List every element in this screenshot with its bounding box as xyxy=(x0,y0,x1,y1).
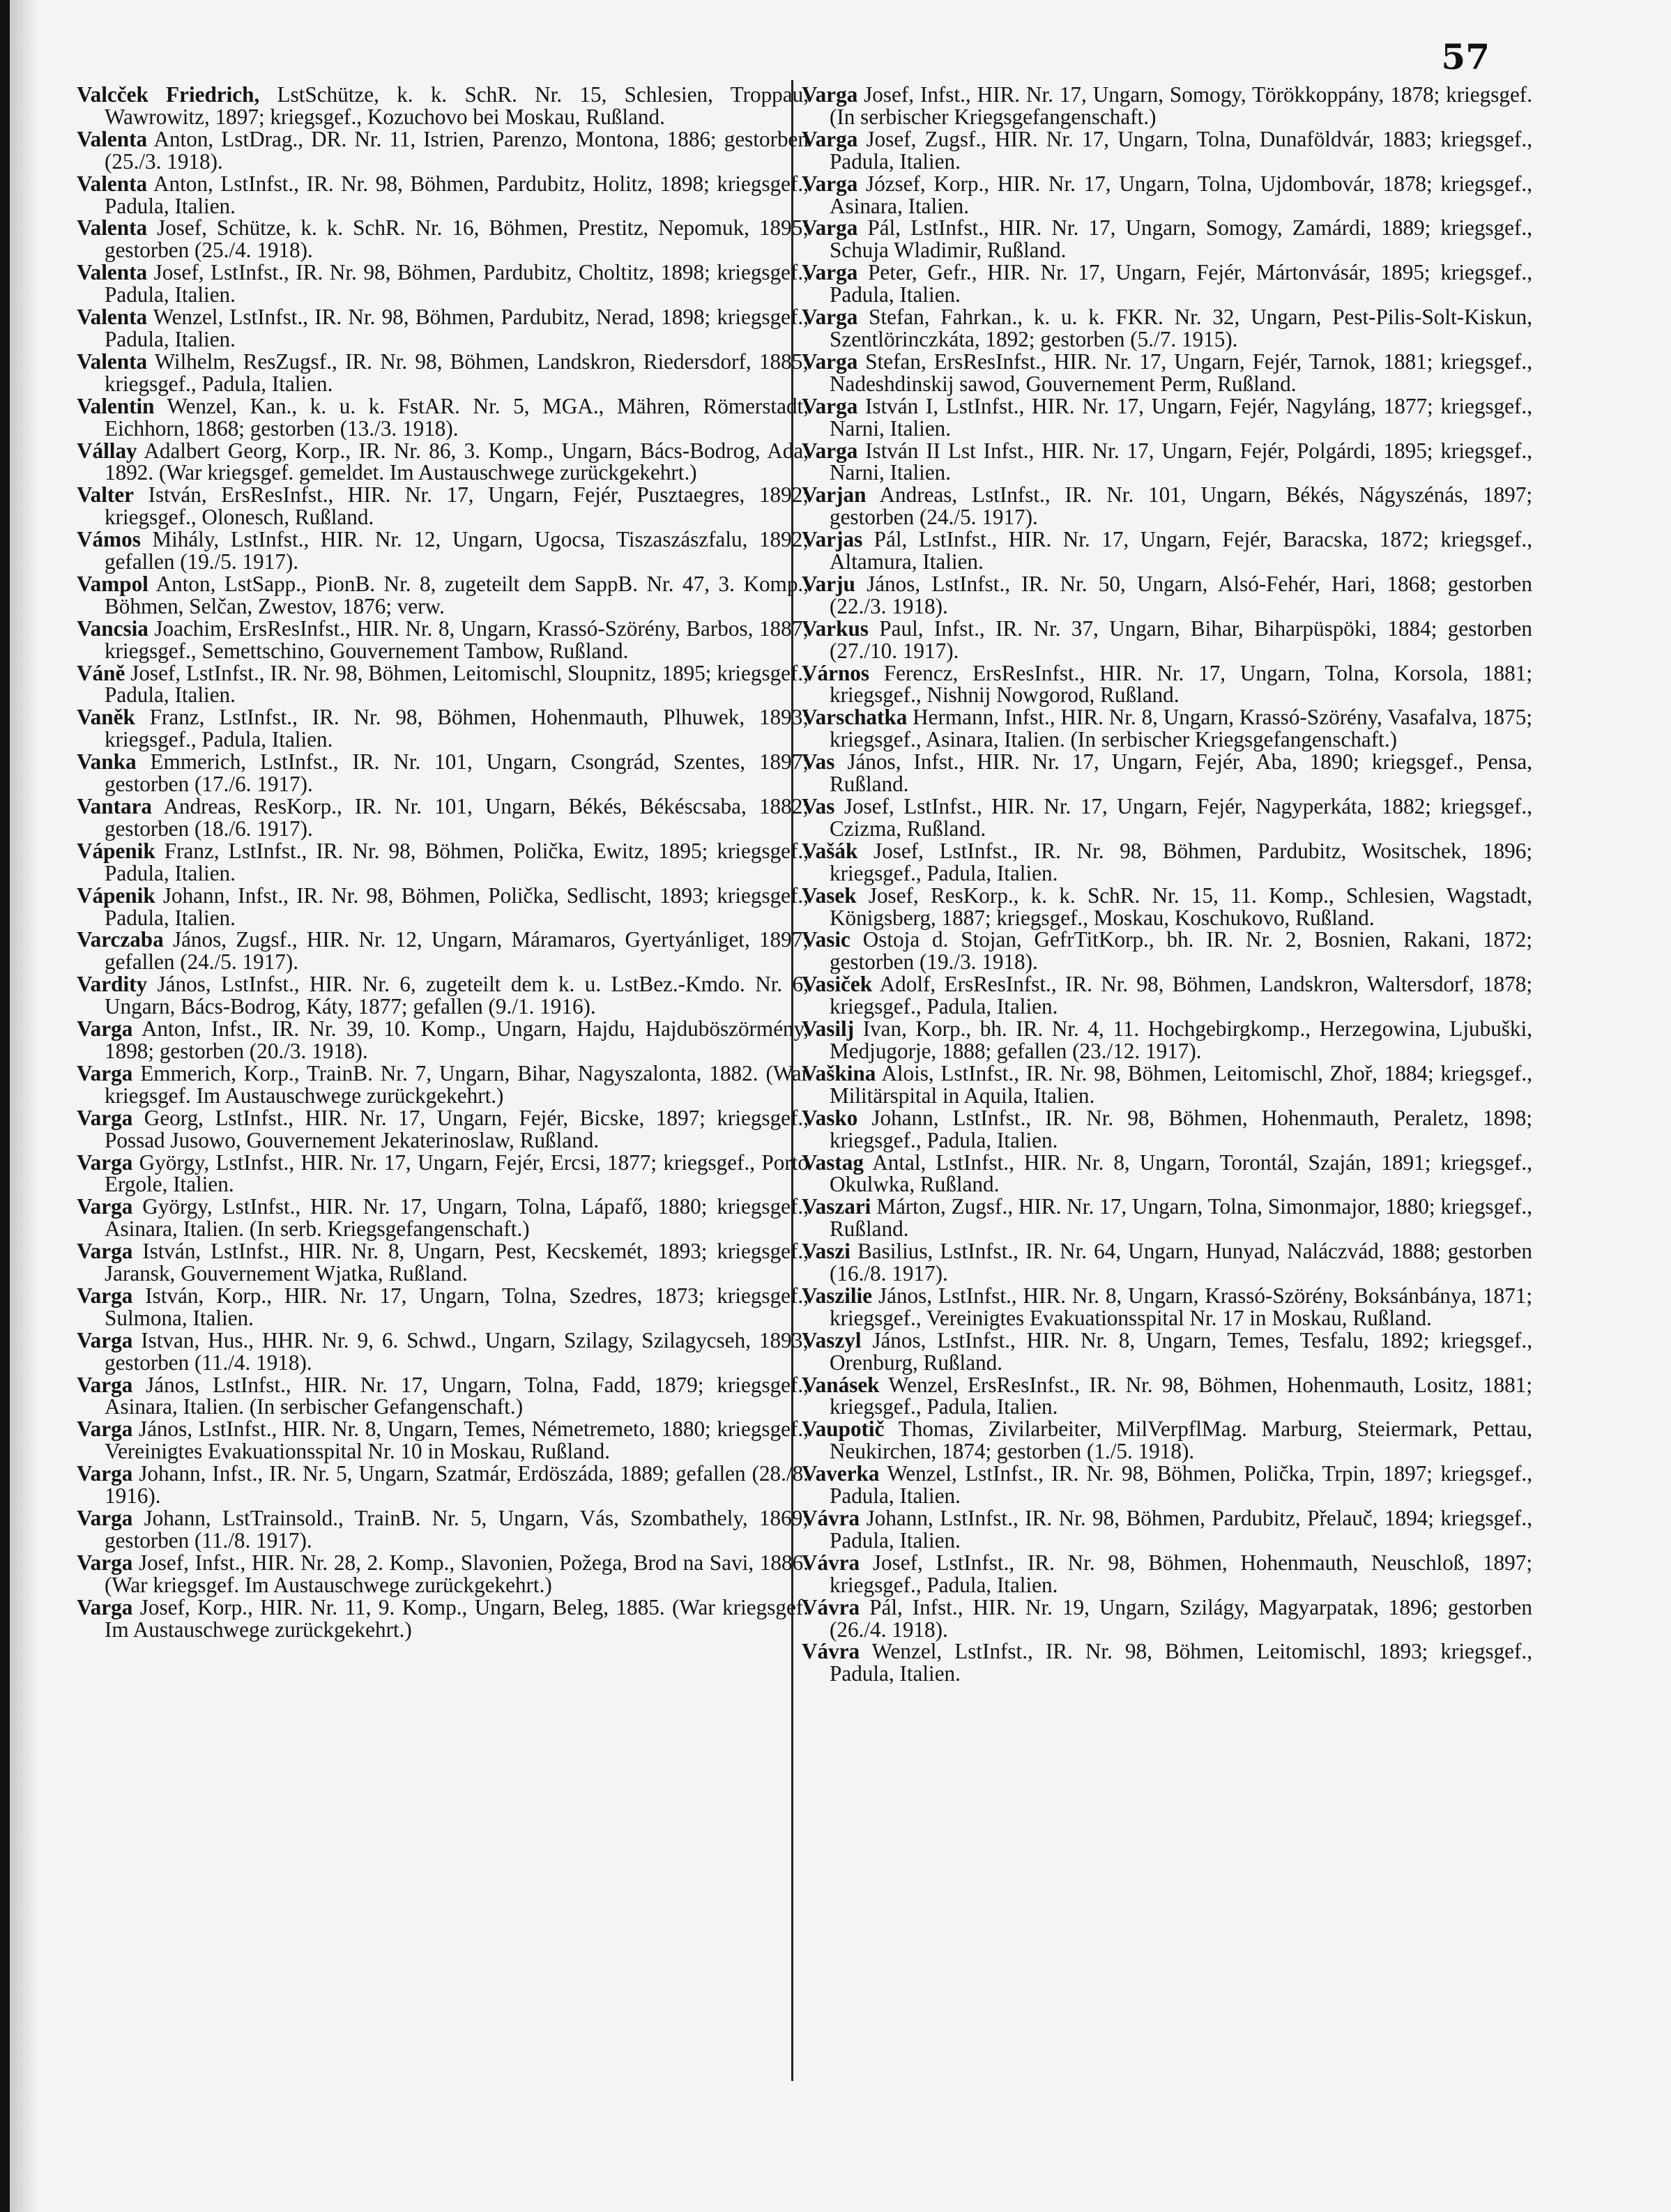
entry-surname: Varga xyxy=(77,1239,133,1264)
list-entry xyxy=(77,440,809,485)
entry-details: Franz, LstInfst., IR. Nr. 98, Böhmen, Polička, Ewitz, 1895; kriegsgef., Padula, Italien. xyxy=(105,838,809,885)
list-entry xyxy=(802,1062,1532,1107)
list-entry xyxy=(77,1463,809,1507)
list-entry xyxy=(802,306,1532,351)
entry-surname: Vantara xyxy=(77,794,153,818)
entry-surname: Vardity xyxy=(77,972,148,997)
entry-surname: Valenta xyxy=(77,215,148,241)
list-entry xyxy=(802,1507,1532,1552)
entry-details: Hermann, Infst., HIR. Nr. 8, Ungarn, Krassó-Szörény, Vasafalva, 1875; kriegsgef., Asinara, Italien. (In serbischer Kriegsgefangenschaft.) xyxy=(830,705,1532,752)
entry-surname: Vávra xyxy=(802,1639,860,1664)
page-number: 57 xyxy=(1441,36,1490,77)
entry-surname: Vas xyxy=(802,794,835,818)
list-entry xyxy=(802,1196,1532,1240)
entry-details: Stefan, ErsResInfst., HIR. Nr. 17, Ungarn, Fejér, Tarnok, 1881; kriegsgef., Nadeshdinskij sawod, Gouvernement Perm, Rußland. xyxy=(830,349,1532,396)
scan-shadow xyxy=(10,0,38,2212)
entry-details: Ferencz, ErsResInfst., HIR. Nr. 17, Ungarn, Tolna, Korsola, 1881; kriegsgef., Nishnij Nowgorod, Rußland. xyxy=(830,660,1532,708)
entry-details: István, ErsResInfst., HIR. Nr. 17, Ungarn, Fejér, Pusztaegres, 1892; kriegsgef., Olonesch, Rußland. xyxy=(105,482,809,530)
list-entry xyxy=(77,217,809,261)
entry-surname: Varga xyxy=(77,1060,133,1085)
entry-details: Ostoja d. Stojan, GefrTitKorp., bh. IR. Nr. 2, Bosnien, Rakani, 1872; gestorben (19./3. 1918). xyxy=(830,927,1532,975)
entry-surname: Valentin xyxy=(77,393,155,418)
list-entry xyxy=(802,128,1532,173)
list-entry xyxy=(802,929,1532,973)
entry-surname: Varga xyxy=(802,393,858,418)
list-entry xyxy=(802,795,1532,840)
list-entry xyxy=(77,662,809,707)
entry-details: János, LstInfst., HIR. Nr. 6, zugeteilt dem k. u. LstBez.-Kmdo. Nr. 6, Ungarn, Bács-Bodrog, Káty, 1877; gefallen (9./1. 1916). xyxy=(105,972,809,1019)
entry-surname: Vašák xyxy=(802,838,858,863)
entry-details: Josef, LstInfst., IR. Nr. 98, Böhmen, Pardubitz, Choltitz, 1898; kriegsgef., Padula, Italien. xyxy=(105,260,809,307)
list-entry xyxy=(802,528,1532,573)
entry-surname: Vávra xyxy=(802,1594,860,1619)
list-entry xyxy=(77,751,809,795)
entry-details: Josef, LstInfst., HIR. Nr. 17, Ungarn, Fejér, Nagyperkáta, 1882; kriegsgef., Czizma, Rußland. xyxy=(830,794,1532,841)
list-entry xyxy=(77,1374,809,1419)
entry-details: Josef, LstInfst., IR. Nr. 98, Böhmen, Hohenmauth, Neuschloß, 1897; kriegsgef., Padula, Italien. xyxy=(830,1550,1532,1597)
list-entry xyxy=(77,840,809,885)
list-entry xyxy=(802,1552,1532,1596)
entry-surname: Varga xyxy=(77,1506,133,1530)
entry-details: LstSchütze, k. k. SchR. Nr. 15, Schlesien, Troppau, Wawrowitz, 1897; kriegsgef., Kozuchovo bei Moskau, Rußland. xyxy=(105,82,809,129)
entry-details: Alois, LstInfst., IR. Nr. 98, Böhmen, Leitomischl, Zhoř, 1884; kriegsgef., Militärspital in Aquila, Italien. xyxy=(830,1060,1532,1108)
list-entry xyxy=(77,1196,809,1240)
list-entry xyxy=(802,173,1532,218)
entry-details: Johann, LstTrainsold., TrainB. Nr. 5, Ungarn, Vás, Szombathely, 1869; gestorben (11./8. 1917). xyxy=(105,1506,809,1553)
entry-surname: Vasilj xyxy=(802,1016,855,1042)
list-entry xyxy=(77,84,809,128)
entry-surname: Varga xyxy=(802,438,858,463)
entry-surname: Varschatka xyxy=(802,705,908,730)
entry-surname: Varga xyxy=(77,1327,133,1352)
entry-details: György, LstInfst., HIR. Nr. 17, Ungarn, Tolna, Lápafő, 1880; kriegsgef., Asinara, Italien. (In serb. Kriegsgefangenschaft.) xyxy=(105,1194,809,1242)
list-entry xyxy=(802,484,1532,528)
entry-details: Josef, LstInfst., IR. Nr. 98, Böhmen, Leitomischl, Sloupnitz, 1895; kriegsgef., Padula, Italien. xyxy=(105,660,809,708)
entry-details: Anton, LstDrag., DR. Nr. 11, Istrien, Parenzo, Montona, 1886; gestorben (25./3. 1918). xyxy=(105,126,809,174)
entry-details: János, LstInfst., HIR. Nr. 17, Ungarn, Tolna, Fadd, 1879; kriegsgef., Asinara, Italien. (In serbischer Gefangenschaft.) xyxy=(105,1372,809,1419)
entry-surname: Vaverka xyxy=(802,1461,880,1486)
list-entry xyxy=(77,173,809,218)
entry-details: István, LstInfst., HIR. Nr. 8, Ungarn, Pest, Kecskemét, 1893; kriegsgef., Jaransk, Gouvernement Wjatka, Rußland. xyxy=(105,1239,809,1286)
entry-surname: Vaněk xyxy=(77,705,135,730)
entry-details: Peter, Gefr., HIR. Nr. 17, Ungarn, Fejér, Mártonvásár, 1895; kriegsgef., Padula, Italien. xyxy=(830,260,1532,307)
entry-surname: Vaszi xyxy=(802,1239,850,1264)
entry-details: Johann, LstInfst., IR. Nr. 98, Böhmen, Pardubitz, Přelauč, 1894; kriegsgef., Padula, Italien. xyxy=(830,1506,1532,1553)
entry-details: Josef, Zugsf., HIR. Nr. 17, Ungarn, Tolna, Dunaföldvár, 1883; kriegsgef., Padula, Italien. xyxy=(830,126,1532,174)
entry-surname: Vasko xyxy=(802,1105,858,1130)
entry-surname: Varga xyxy=(77,1105,133,1130)
list-entry xyxy=(802,261,1532,306)
entry-surname: Varga xyxy=(802,305,858,330)
entry-details: Wenzel, LstInfst., IR. Nr. 98, Böhmen, Pardubitz, Nerad, 1898; kriegsgef., Padula, Italien. xyxy=(105,305,809,351)
entry-surname: Vasic xyxy=(802,927,850,952)
left-column xyxy=(77,84,809,1640)
entry-surname: Varga xyxy=(77,1194,133,1219)
entry-surname: Vampol xyxy=(77,571,148,596)
entry-surname: Varga xyxy=(802,82,858,107)
entry-surname: Vaškina xyxy=(802,1060,876,1085)
entry-details: János, LstInfst., IR. Nr. 50, Ungarn, Alsó-Fehér, Hari, 1868; gestorben (22./3. 1918). xyxy=(830,571,1532,618)
list-entry xyxy=(802,1152,1532,1196)
entry-details: Josef, Infst., HIR. Nr. 28, 2. Komp., Slavonien, Požega, Brod na Savi, 1886. (War kriegsgef. Im Austauschwege zurückgekehrt.) xyxy=(105,1550,809,1597)
entry-surname: Varga xyxy=(77,1016,133,1042)
entry-surname: Varga xyxy=(802,215,858,241)
list-entry xyxy=(802,440,1532,485)
entry-surname: Vaszilie xyxy=(802,1283,873,1308)
list-entry xyxy=(802,1329,1532,1374)
entry-surname: Vasiček xyxy=(802,972,873,997)
list-entry xyxy=(802,662,1532,707)
entry-details: Paul, Infst., IR. Nr. 37, Ungarn, Bihar, Biharpüspöki, 1884; gestorben (27./10. 1917). xyxy=(830,616,1532,663)
entry-details: Josef, ResKorp., k. k. SchR. Nr. 15, 11. Komp., Schlesien, Wagstadt, Königsberg, 1887; kriegsgef., Moskau, Koschukovo, Rußland. xyxy=(830,883,1532,930)
entry-details: Josef, Korp., HIR. Nr. 11, 9. Komp., Ungarn, Beleg, 1885. (War kriegsgef. Im Austauschwege zurückgekehrt.) xyxy=(105,1594,809,1642)
entry-surname: Varga xyxy=(77,1594,133,1619)
list-entry xyxy=(802,1018,1532,1062)
entry-details: Thomas, Zivilarbeiter, MilVerpflMag. Marburg, Steiermark, Pettau, Neukirchen, 1874; gestorben (1./5. 1918). xyxy=(830,1417,1532,1464)
entry-surname: Vaszari xyxy=(802,1194,871,1219)
list-entry xyxy=(802,1418,1532,1463)
entry-surname: Vancsia xyxy=(77,616,148,641)
entry-details: János, Infst., HIR. Nr. 17, Ungarn, Fejér, Aba, 1890; kriegsgef., Pensa, Rußland. xyxy=(830,749,1532,797)
entry-surname: Vávra xyxy=(802,1506,860,1530)
list-entry xyxy=(802,1463,1532,1507)
entry-details: György, LstInfst., HIR. Nr. 17, Ungarn, Fejér, Ercsi, 1877; kriegsgef., Porto Ergole, Italien. xyxy=(105,1150,809,1197)
entry-details: Franz, LstInfst., IR. Nr. 98, Böhmen, Hohenmauth, Plhuwek, 1893; kriegsgef., Padula, Italien. xyxy=(105,705,809,752)
entry-details: János, LstInfst., HIR. Nr. 8, Ungarn, Temes, Tesfalu, 1892; kriegsgef., Orenburg, Rußland. xyxy=(830,1327,1532,1375)
entry-surname: Varga xyxy=(802,126,858,151)
entry-details: István II Lst Infst., HIR. Nr. 17, Ungarn, Fejér, Polgárdi, 1895; kriegsgef., Narni, Italien. xyxy=(830,438,1532,485)
list-entry xyxy=(802,706,1532,751)
list-entry xyxy=(77,706,809,751)
entry-surname: Vápenik xyxy=(77,838,155,863)
entry-surname: Valcček Friedrich, xyxy=(77,82,260,107)
list-entry xyxy=(77,1418,809,1463)
list-entry xyxy=(802,751,1532,795)
entry-surname: Vávra xyxy=(802,1550,860,1575)
scan-edge xyxy=(0,0,10,2212)
entry-surname: Varjas xyxy=(802,527,863,552)
list-entry xyxy=(77,1507,809,1552)
list-entry xyxy=(77,795,809,840)
entry-surname: Vas xyxy=(802,749,835,775)
entry-surname: Varga xyxy=(77,1417,133,1442)
entry-details: Wilhelm, ResZugsf., IR. Nr. 98, Böhmen, Landskron, Riedersdorf, 1885; kriegsgef., Padula, Italien. xyxy=(105,349,809,396)
list-entry xyxy=(802,618,1532,662)
entry-details: Wenzel, LstInfst., IR. Nr. 98, Böhmen, Leitomischl, 1893; kriegsgef., Padula, Italien. xyxy=(830,1639,1532,1686)
list-entry xyxy=(77,306,809,351)
list-entry xyxy=(77,1107,809,1152)
list-entry xyxy=(77,618,809,662)
entry-surname: Varga xyxy=(802,171,858,196)
entry-details: Pál, LstInfst., HIR. Nr. 17, Ungarn, Fejér, Baracska, 1872; kriegsgef., Altamura, Italien. xyxy=(830,527,1532,574)
list-entry xyxy=(77,1596,809,1641)
entry-surname: Valenta xyxy=(77,305,148,330)
entry-details: Anton, LstInfst., IR. Nr. 98, Böhmen, Pardubitz, Holitz, 1898; kriegsgef., Padula, Italien. xyxy=(105,171,809,218)
entry-details: Johann, LstInfst., IR. Nr. 98, Böhmen, Hohenmauth, Peraletz, 1898; kriegsgef., Padula, Italien. xyxy=(830,1105,1532,1152)
list-entry xyxy=(802,1285,1532,1329)
entry-details: János, Zugsf., HIR. Nr. 12, Ungarn, Máramaros, Gyertyánliget, 1897; gefallen (24./5. 1917). xyxy=(105,927,809,975)
list-entry xyxy=(77,573,809,618)
entry-details: Pál, LstInfst., HIR. Nr. 17, Ungarn, Somogy, Zamárdi, 1889; kriegsgef., Schuja Wladimir, Rußland. xyxy=(830,215,1532,263)
entry-surname: Varga xyxy=(77,1461,133,1486)
entry-details: István I, LstInfst., HIR. Nr. 17, Ungarn, Fejér, Nagyláng, 1877; kriegsgef., Narni, Italien. xyxy=(830,393,1532,441)
entry-details: József, Korp., HIR. Nr. 17, Ungarn, Tolna, Ujdombovár, 1878; kriegsgef., Asinara, Italien. xyxy=(830,171,1532,218)
entry-surname: Valenta xyxy=(77,349,148,374)
list-entry xyxy=(77,973,809,1018)
entry-surname: Varga xyxy=(77,1150,133,1175)
list-entry xyxy=(77,128,809,173)
entry-details: Georg, LstInfst., HIR. Nr. 17, Ungarn, Fejér, Bicske, 1897; kriegsgef., Possad Jusowo, Gouvernement Jekaterinoslaw, Rußland. xyxy=(105,1105,809,1152)
list-entry xyxy=(77,885,809,929)
entry-surname: Vasek xyxy=(802,883,857,908)
list-entry xyxy=(802,1374,1532,1419)
entry-details: Josef, Infst., HIR. Nr. 17, Ungarn, Somogy, Törökkoppány, 1878; kriegsgef. (In serbischer Kriegsgefangenschaft.) xyxy=(830,82,1532,129)
list-entry xyxy=(802,1107,1532,1152)
entry-details: Emmerich, LstInfst., IR. Nr. 101, Ungarn, Csongrád, Szentes, 1897; gestorben (17./6. 1917). xyxy=(105,749,809,797)
list-entry xyxy=(77,351,809,395)
entry-surname: Varga xyxy=(77,1283,133,1308)
list-entry xyxy=(77,929,809,973)
list-entry xyxy=(802,84,1532,128)
entry-details: Josef, LstInfst., IR. Nr. 98, Böhmen, Pardubitz, Wositschek, 1896; kriegsgef., Padula, Italien. xyxy=(830,838,1532,885)
list-entry xyxy=(77,1018,809,1062)
entry-surname: Vaszyl xyxy=(802,1327,862,1352)
entry-surname: Valenta xyxy=(77,260,148,285)
list-entry xyxy=(802,395,1532,440)
list-entry xyxy=(77,528,809,573)
entry-details: István, Korp., HIR. Nr. 17, Ungarn, Tolna, Szedres, 1873; kriegsgef., Sulmona, Italien. xyxy=(105,1283,809,1330)
entry-surname: Varkus xyxy=(802,616,869,641)
entry-details: Mihály, LstInfst., HIR. Nr. 12, Ungarn, Ugocsa, Tiszaszászfalu, 1892; gefallen (19./5. 1917). xyxy=(105,527,809,574)
entry-details: Stefan, Fahrkan., k. u. k. FKR. Nr. 32, Ungarn, Pest-Pilis-Solt-Kiskun, Szentlörinczkáta, 1892; gestorben (5./7. 1915). xyxy=(830,305,1532,351)
entry-details: János, LstInfst., HIR. Nr. 8, Ungarn, Temes, Németremeto, 1880; kriegsgef., Vereinigtes Evakuationsspital Nr. 10 in Moskau, Rußland. xyxy=(105,1417,809,1464)
entry-surname: Valenta xyxy=(77,171,148,196)
entry-surname: Vápenik xyxy=(77,883,155,908)
entry-surname: Varczaba xyxy=(77,927,164,952)
list-entry xyxy=(802,573,1532,618)
entry-details: Anton, LstSapp., PionB. Nr. 8, zugeteilt dem SappB. Nr. 47, 3. Komp., Böhmen, Selčan, Zwestov, 1876; verw. xyxy=(105,571,809,618)
right-column xyxy=(802,84,1532,1685)
entry-surname: Valter xyxy=(77,482,134,508)
entry-details: Wenzel, LstInfst., IR. Nr. 98, Böhmen, Polička, Trpin, 1897; kriegsgef., Padula, Italien. xyxy=(830,1461,1532,1509)
entry-surname: Varga xyxy=(802,349,858,374)
entry-details: Andreas, LstInfst., IR. Nr. 101, Ungarn, Békés, Nágyszénás, 1897; gestorben (24./5. 1917). xyxy=(830,482,1532,530)
list-entry xyxy=(77,1285,809,1329)
entry-surname: Vámos xyxy=(77,527,141,552)
entry-surname: Varjan xyxy=(802,482,867,508)
list-entry xyxy=(77,1240,809,1285)
entry-details: Márton, Zugsf., HIR. Nr. 17, Ungarn, Tolna, Simonmajor, 1880; kriegsgef., Rußland. xyxy=(830,1194,1532,1242)
entry-surname: Varga xyxy=(77,1372,133,1397)
entry-surname: Vállay xyxy=(77,438,137,463)
list-entry xyxy=(802,217,1532,261)
list-entry xyxy=(77,484,809,528)
entry-details: Josef, Schütze, k. k. SchR. Nr. 16, Böhmen, Prestitz, Nepomuk, 1895; gestorben (25./4. 1918). xyxy=(105,215,809,263)
entry-details: Istvan, Hus., HHR. Nr. 9, 6. Schwd., Ungarn, Szilagy, Szilagycseh, 1893; gestorben (11./4. 1918). xyxy=(105,1327,809,1375)
entry-details: Basilius, LstInfst., IR. Nr. 64, Ungarn, Hunyad, Naláczvád, 1888; gestorben (16./8. 1917). xyxy=(830,1239,1532,1286)
entry-details: Ivan, Korp., bh. IR. Nr. 4, 11. Hochgebirgkomp., Herzegowina, Ljubuški, Medjugorje, 1888; gefallen (23./12. 1917). xyxy=(830,1016,1532,1063)
entry-details: Johann, Infst., IR. Nr. 98, Böhmen, Polička, Sedlischt, 1893; kriegsgef., Padula, Italien. xyxy=(105,883,809,930)
entry-details: Wenzel, ErsResInfst., IR. Nr. 98, Böhmen, Hohenmauth, Lositz, 1881; kriegsgef., Padula, Italien. xyxy=(830,1372,1532,1419)
list-entry xyxy=(77,261,809,306)
entry-surname: Vastag xyxy=(802,1150,864,1175)
entry-details: Emmerich, Korp., TrainB. Nr. 7, Ungarn, Bihar, Nagyszalonta, 1882. (War kriegsgef. Im Austauschwege zurückgekehrt.) xyxy=(105,1060,809,1108)
list-entry xyxy=(802,351,1532,395)
entry-details: Adalbert Georg, Korp., IR. Nr. 86, 3. Komp., Ungarn, Bács-Bodrog, Ada, 1892. (War kriegsgef. gemeldet. Im Austauschwege zurückgekehrt.) xyxy=(105,438,809,485)
entry-details: Anton, Infst., IR. Nr. 39, 10. Komp., Ungarn, Hajdu, Hajduböszörmény, 1898; gestorben (20./3. 1918). xyxy=(105,1016,809,1063)
entry-surname: Vaupotič xyxy=(802,1417,885,1442)
entry-surname: Valenta xyxy=(77,126,148,151)
list-entry xyxy=(802,1240,1532,1285)
entry-surname: Váně xyxy=(77,660,125,685)
entry-details: Pál, Infst., HIR. Nr. 19, Ungarn, Szilágy, Magyarpatak, 1896; gestorben (26./4. 1918). xyxy=(830,1594,1532,1642)
entry-surname: Varju xyxy=(802,571,855,596)
entry-surname: Varga xyxy=(77,1550,133,1575)
entry-details: Johann, Infst., IR. Nr. 5, Ungarn, Szatmár, Erdöszáda, 1889; gefallen (28./8. 1916). xyxy=(105,1461,809,1509)
entry-details: Antal, LstInfst., HIR. Nr. 8, Ungarn, Torontál, Szaján, 1891; kriegsgef., Okulwka, Rußland. xyxy=(830,1150,1532,1197)
entry-details: Joachim, ErsResInfst., HIR. Nr. 8, Ungarn, Krassó-Szörény, Barbos, 1887; kriegsgef., Semettschino, Gouvernement Tambow, Rußland. xyxy=(105,616,809,663)
list-entry xyxy=(802,1640,1532,1685)
list-entry xyxy=(802,840,1532,885)
list-entry xyxy=(77,1152,809,1196)
entry-surname: Varga xyxy=(802,260,858,285)
entry-details: Adolf, ErsResInfst., IR. Nr. 98, Böhmen, Landskron, Waltersdorf, 1878; kriegsgef., Padula, Italien. xyxy=(830,972,1532,1019)
entry-surname: Vanka xyxy=(77,749,137,775)
entry-surname: Vanásek xyxy=(802,1372,880,1397)
entry-details: János, LstInfst., HIR. Nr. 8, Ungarn, Krassó-Szörény, Boksánbánya, 1871; kriegsgef., Vereinigtes Evakuationsspital Nr. 17 in Moskau, Rußland. xyxy=(830,1283,1532,1330)
list-entry xyxy=(802,973,1532,1018)
entry-surname: Várnos xyxy=(802,660,870,685)
list-entry xyxy=(77,395,809,440)
entry-details: Andreas, ResKorp., IR. Nr. 101, Ungarn, Békés, Békéscsaba, 1882; gestorben (18./6. 1917). xyxy=(105,794,809,841)
list-entry xyxy=(77,1062,809,1107)
list-entry xyxy=(802,885,1532,929)
list-entry xyxy=(802,1596,1532,1641)
list-entry xyxy=(77,1552,809,1596)
list-entry xyxy=(77,1329,809,1374)
entry-details: Wenzel, Kan., k. u. k. FstAR. Nr. 5, MGA., Mähren, Römerstadt, Eichhorn, 1868; gestorben (13./3. 1918). xyxy=(105,393,809,441)
